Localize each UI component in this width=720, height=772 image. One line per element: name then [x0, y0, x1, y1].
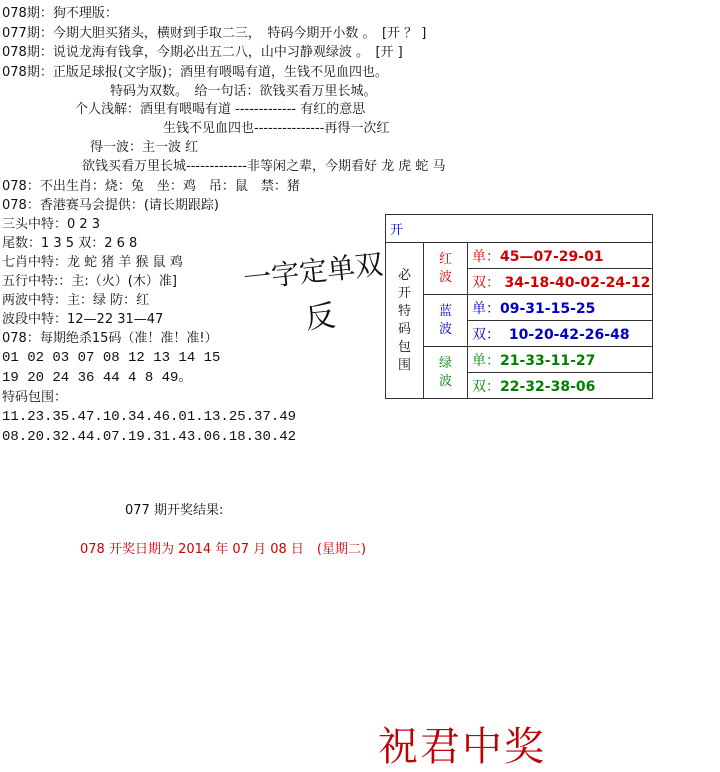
interpretation-line-3: 得一波：主一波 红 — [90, 140, 199, 155]
blue-even-row: 双： 10-20-42-26-48 — [468, 321, 653, 347]
draw-date: 078 开奖日期为 2014 年 07 月 08 日 (星期二) — [80, 542, 367, 557]
prediction-line-078-a: 078期：说说龙海有钱拿，今期必出五二八，山中习静观绿波 。 [开 ] — [2, 45, 403, 60]
green-odd-row: 单：21-33-11-27 — [468, 347, 653, 373]
wave-segment-line: 波段中特：12—22 31—47 — [2, 312, 164, 327]
kill-numbers-line-1: 01 02 03 07 08 12 13 14 15 — [2, 350, 221, 366]
jockey-club-line: 078：香港赛马会提供：(请长期跟踪) — [2, 198, 219, 213]
seven-zodiac-line: 七肖中特：龙 蛇 猪 羊 猴 鼠 鸡 — [2, 255, 183, 270]
kill-15-line: 078：每期绝杀15码（准！准！准!） — [2, 331, 218, 346]
interpretation-line-4: 欲钱买看万里长城-------------非等闲之辈，今期看好 龙 虎 蛇 马 — [82, 159, 446, 174]
two-wave-line: 两波中特：主：绿 防：红 — [2, 293, 150, 308]
hint-line: 特码为双数。 给一句话：欲钱买看万里长城。 — [110, 84, 377, 99]
five-elements-line: 五行中特:：主:（火）(木）准] — [2, 274, 177, 289]
blessing-text: 祝君中奖 — [378, 724, 546, 770]
kill-numbers-line-2: 19 20 24 36 44 4 8 49。 — [2, 370, 193, 386]
tail-number-line: 尾数：1 3 5 双：2 6 8 — [2, 236, 138, 251]
red-even-row: 双： 34-18-40-02-24-12 — [468, 269, 653, 295]
green-even-row: 双：22-32-38-06 — [468, 373, 653, 399]
special-surround-title: 特码包围： — [2, 390, 68, 405]
interpretation-line-2: 生钱不见血四也---------------再得一次红 — [163, 121, 390, 136]
special-surround-line-1: 11.23.35.47.10.34.46.01.13.25.37.49 — [2, 409, 297, 425]
blue-wave-label: 蓝 波 — [424, 295, 468, 347]
green-wave-label: 绿 波 — [424, 347, 468, 399]
handwritten-note-line1: 一字定单双 — [241, 247, 385, 296]
red-odd-row: 单：45—07-29-01 — [468, 243, 653, 269]
red-wave-label: 红 波 — [424, 243, 468, 295]
prediction-line-077: 077期：今期大胆买猪头，横财到手取二三， 特码今期开小数 。 [开 ？ ] — [2, 26, 427, 41]
three-head-line: 三头中特：0 2 3 — [2, 217, 101, 232]
table-header: 开 — [386, 215, 653, 243]
issue-title-line: 078期：狗不理版： — [2, 6, 118, 21]
excluded-zodiac-line: 078：不出生肖：烧：兔 坐：鸡 吊：鼠 禁：猪 — [2, 179, 300, 194]
special-code-table — [385, 214, 653, 399]
special-surround-line-2: 08.20.32.44.07.19.31.43.06.18.30.42 — [2, 429, 297, 445]
interpretation-line-1: 个人浅解：酒里有喂喝有道 ------------- 有红的意思 — [75, 102, 366, 117]
blue-odd-row: 单：09-31-15-25 — [468, 295, 653, 321]
side-label: 必 开 特 码 包 围 — [386, 243, 424, 399]
handwritten-note-line2: 反 — [303, 298, 338, 337]
results-title: 077 期开奖结果: — [125, 503, 224, 518]
prediction-line-078-b: 078期：正版足球报(文字版)；酒里有喂喝有道，生钱不见血四也。 — [2, 65, 388, 80]
